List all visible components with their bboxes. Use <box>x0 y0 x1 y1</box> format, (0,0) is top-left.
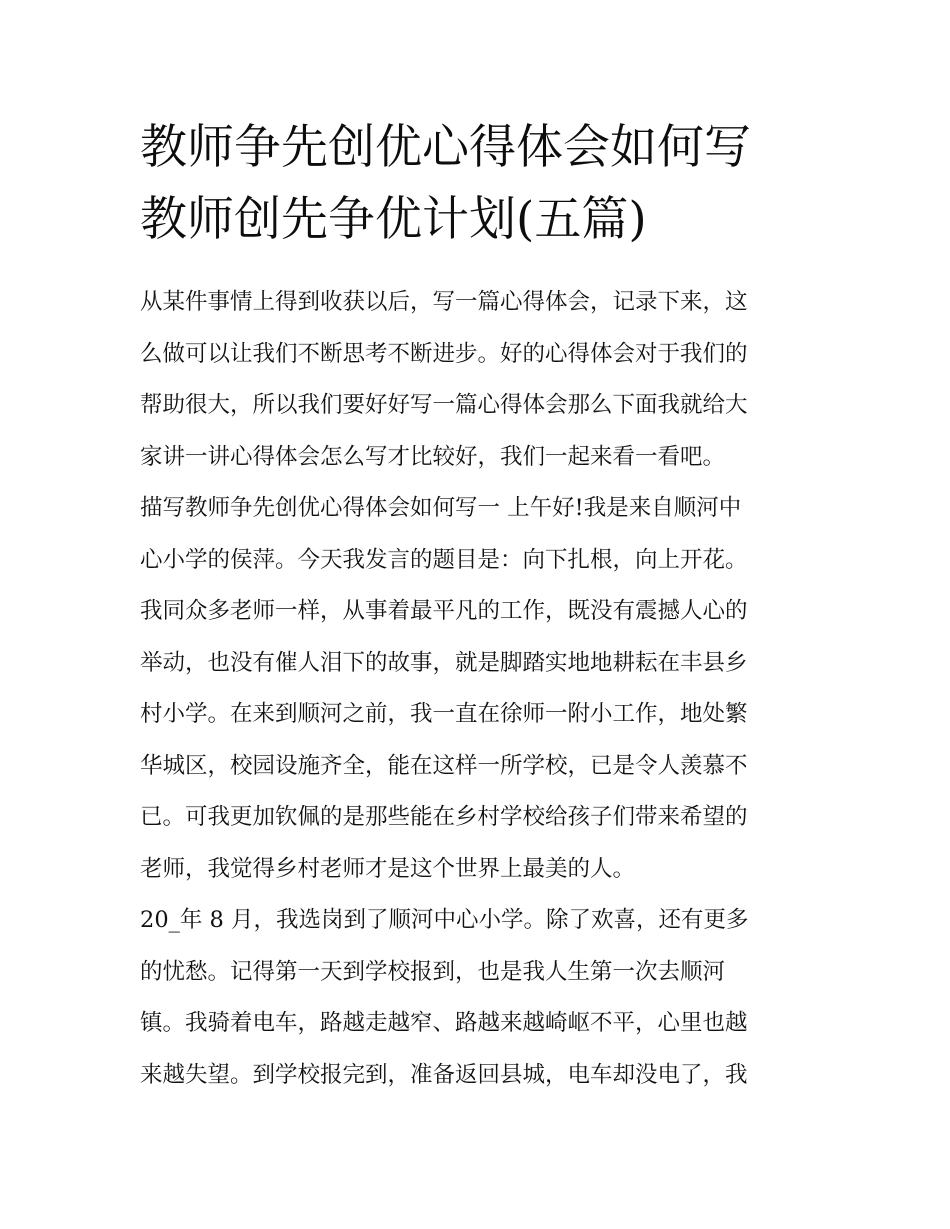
body-line: 举动，也没有催人泪下的故事，就是脚踏实地地耕耘在丰县乡 <box>140 649 748 676</box>
document-title <box>140 112 820 256</box>
body-line: 老师，我觉得乡村老师才是这个世界上最美的人。 <box>140 855 636 882</box>
body-line: 来越失望。到学校报完到，准备返回县城，电车却没电了，我 <box>140 1061 748 1088</box>
body-line: 村小学。在来到顺河之前，我一直在徐师一附小工作，地处繁 <box>140 701 748 727</box>
body-line: 镇。我骑着电车，路越走越窄、路越来越崎岖不平，心里也越 <box>140 1010 748 1036</box>
body-line: 华城区，校园设施齐全，能在这样一所学校，已是令人羡慕不 <box>140 752 748 779</box>
body-line: 心小学的侯萍。今天我发言的题目是：向下扎根，向上开花。 <box>140 546 748 573</box>
title-line-2: 教师创先争优计划(五篇) <box>140 192 647 247</box>
title-line-1: 教师争先创优心得体会如何写 <box>140 120 751 175</box>
body-line: 家讲一讲心得体会怎么写才比较好，我们一起来看一看吧。 <box>140 443 726 470</box>
body-line: 的忧愁。记得第一天到学校报到，也是我人生第一次去顺河 <box>140 958 726 985</box>
body-line: 我同众多老师一样，从事着最平凡的工作，既没有震撼人心的 <box>140 598 748 624</box>
body-line: 已。可我更加钦佩的是那些能在乡村学校给孩子们带来希望的 <box>140 804 748 830</box>
body-line: 描写教师争先创优心得体会如何写一 上午好!我是来自顺河中 <box>140 495 742 521</box>
body-line: 帮助很大，所以我们要好好写一篇心得体会那么下面我就给大 <box>140 392 748 418</box>
document-body <box>140 277 820 1101</box>
body-line: 从某件事情上得到收获以后，写一篇心得体会，记录下来，这 <box>140 289 748 315</box>
body-line: 20_年 8 月，我选岗到了顺河中心小学。除了欢喜，还有更多 <box>140 907 749 933</box>
body-line: 么做可以让我们不断思考不断进步。好的心得体会对于我们的 <box>140 340 748 367</box>
